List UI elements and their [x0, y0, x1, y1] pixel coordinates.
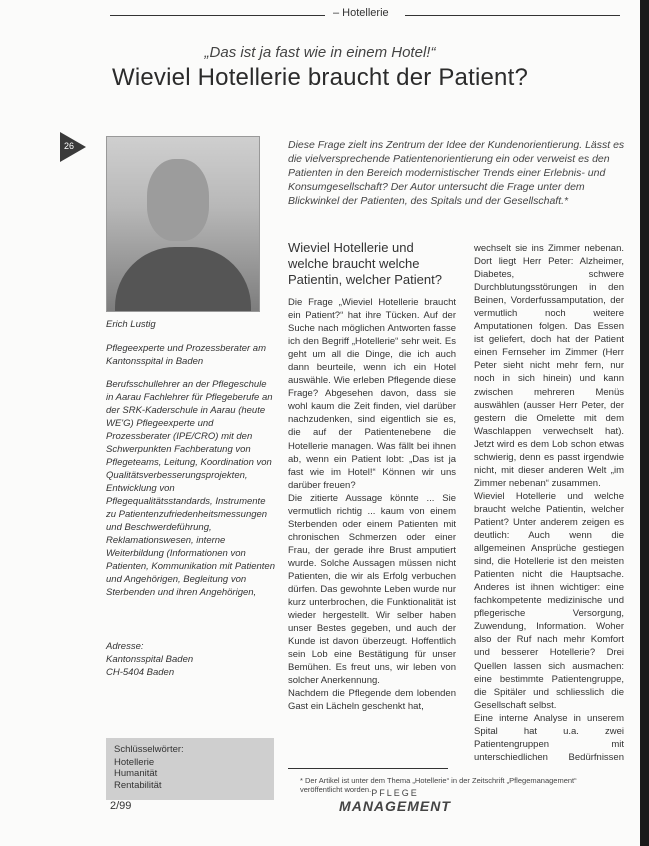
- author-photo-head: [147, 159, 209, 241]
- logo-top-text: PFLEGE: [371, 788, 419, 798]
- body-column-1: [288, 296, 456, 766]
- header-rule-left: [110, 15, 325, 16]
- journal-logo: [320, 788, 470, 814]
- keyword-item: Humanität: [114, 768, 158, 779]
- section-label: – Hotellerie: [333, 7, 389, 19]
- article-subtitle: „Das ist ja fast wie in einem Hotel!“: [204, 44, 436, 61]
- article-abstract: Diese Frage zielt ins Zentrum der Idee der Kundenorientierung. Lässt es die vielversprechende Patientenorientierung ein oder verweist es den Patienten in den Bereich modernistischer Trends einer Erlebnis- und Konsumgesellschaft? Der Autor untersucht die Frage unter dem Blickwinkel der Patienten, des Spitals und der Gesellschaft.*: [288, 139, 625, 207]
- author-bio: Berufsschullehrer an der Pflegeschule in Aarau Fachlehrer für Pflegeberufe an der SRK-Kaderschule in Aarau (heute WE'G) Pflegeexperte und Prozessberater (IPE/CRO) mit den Schwerpunkten Fachberatung von Pflegeteams, Leitung, Koordination von Qualitätsverbesserungsprojekten, Entwicklung von Pflegequalitätsstandards, Instrumente zu Patientenzufriedenheitsmessungen und Beschwerdeführung, Reklamationswesen, interne Weiterbildung (Informationen von Patienten, Kommunikation mit Patienten und Angehörigen, Begleitung von Sterbenden und ihren Angehörigen,: [106, 379, 275, 598]
- keywords-label: Schlüsselwörter:: [114, 744, 184, 755]
- author-name: Erich Lustig: [106, 319, 156, 330]
- page-tab-number: 26: [64, 141, 75, 151]
- header-rule-right: [405, 15, 620, 16]
- body-heading: Wieviel Hotellerie und welche braucht welche Patientin, welcher Patient?: [288, 240, 442, 287]
- page-number: 2/99: [110, 800, 132, 812]
- paragraph: Eine interne Analyse in unserem Spital hat u.a. zwei Patientengruppen mit unterschiedlichen Bedürfnissen: [474, 712, 624, 762]
- logo-main-text: MANAGEMENT: [339, 798, 451, 814]
- body-column-2: [474, 242, 624, 762]
- paragraph: Nachdem die Pflegende dem lobenden Gast ein Lächeln geschenkt hat,: [288, 688, 456, 713]
- footnote-rule: [288, 768, 448, 769]
- keyword-item: Rentabilität: [114, 779, 162, 791]
- paragraph: wechselt sie ins Zimmer nebenan. Dort liegt Herr Peter: Alzheimer, Diabetes, schwere Durchblutungsstörungen in den Beinen, Vorderfussamputation, der vermutlich noch weitere Amputationen folgen. Das Essen ist geliefert, doch hat der Patient einen Fernseher im Zimmer (Herr Peter sieht nicht mehr fern, nur noch in sich hinein) und kann zwischen mehreren Menüs auswählen (ausser Herr Peter, der gestern die Omelette mit dem Waschlappen verwechselt hat). Jetzt wird es dem Lob schon etwas schwierig, denn es passt irgendwie nicht, mit dieser anderen Welt „im Zimmer nebenan“ zusammen.: [474, 243, 624, 489]
- paragraph: Die zitierte Aussage könnte ... Sie vermutlich richtig ... kaum von einem Sterbenden oder einem Patienten mit chronischen Schmerzen oder einer Frau, der gerade ihre Brust amputiert wurde. Solche Aussagen müssen nicht Patienten, die wir als Erfolg verbuchen dürfen. Das gewohnte Leben wurde nur kurz unterbrochen, die Funktionalität ist wieder hergestellt. Wir selber haben unser Bestes gegeben, und auch der Kunde ist davon überzeugt. Hoffentlich sein Lob eine Bestätigung für unser Bemühen. Es freut uns, wir leben von solcher Anerkennung.: [288, 492, 456, 687]
- paragraph: Die Frage „Wieviel Hotellerie braucht ein Patient?“ hat ihre Tücken. Auf der Suche nach möglichen Antworten fasse ich den Begriff „Hotellerie“ sehr weit. Es geht um all die Dinge, die ich auch dann beurteile, wenn ich ein Hotel auswähle. Wie erleben Pflegende diese Frage? Abgesehen davon, dass sie wohl kaum die Zeit finden, viel darüber nachzudenken, sind eigentlich sie es, die auf der Patientenebene die Hotellerie managen. Was fällt bei ihnen ab, wenn ein Patient lobt: „Das ist ja fast wie im Hotel!“ Können wir uns darüber freuen?: [288, 297, 456, 491]
- author-address-line1: Kantonsspital Baden: [106, 654, 194, 665]
- author-photo-shoulders: [115, 247, 251, 312]
- author-photo: [106, 136, 260, 312]
- article-title: Wieviel Hotellerie braucht der Patient?: [112, 64, 528, 91]
- footnote: * Der Artikel ist unter dem Thema „Hotellerie“ in der Zeitschrift „Pflegemanagement“ veröffentlicht worden.: [300, 776, 577, 794]
- author-address-label: Adresse:: [106, 641, 144, 652]
- author-role: Pflegeexperte und Prozessberater am Kantonsspital in Baden: [106, 343, 267, 367]
- paragraph: Wieviel Hotellerie und welche braucht welche Patientin, welcher Patient? Unter anderem zeigen es deutlich: Auch wenn die allgemeinen Ansprüche gestiegen sind, die Hotellerie ist den meisten Patienten nicht die Hauptsache. Anderes ist ihnen wichtiger: eine fachkompetente medizinische und pflegerische Versorgung, Zuwendung, Information. Woher also der Ruf nach mehr Komfort und besserer Hotellerie? Drei Quellen lassen sich ausmachen: eine bestimmte Patientengruppe, die Spitäler und schliesslich die Gesellschaft selbst.: [474, 490, 624, 711]
- author-address-line2: CH-5404 Baden: [106, 667, 175, 678]
- keyword-item: Hotellerie: [114, 756, 155, 768]
- scan-edge: [640, 0, 649, 846]
- keywords-box: [106, 738, 274, 800]
